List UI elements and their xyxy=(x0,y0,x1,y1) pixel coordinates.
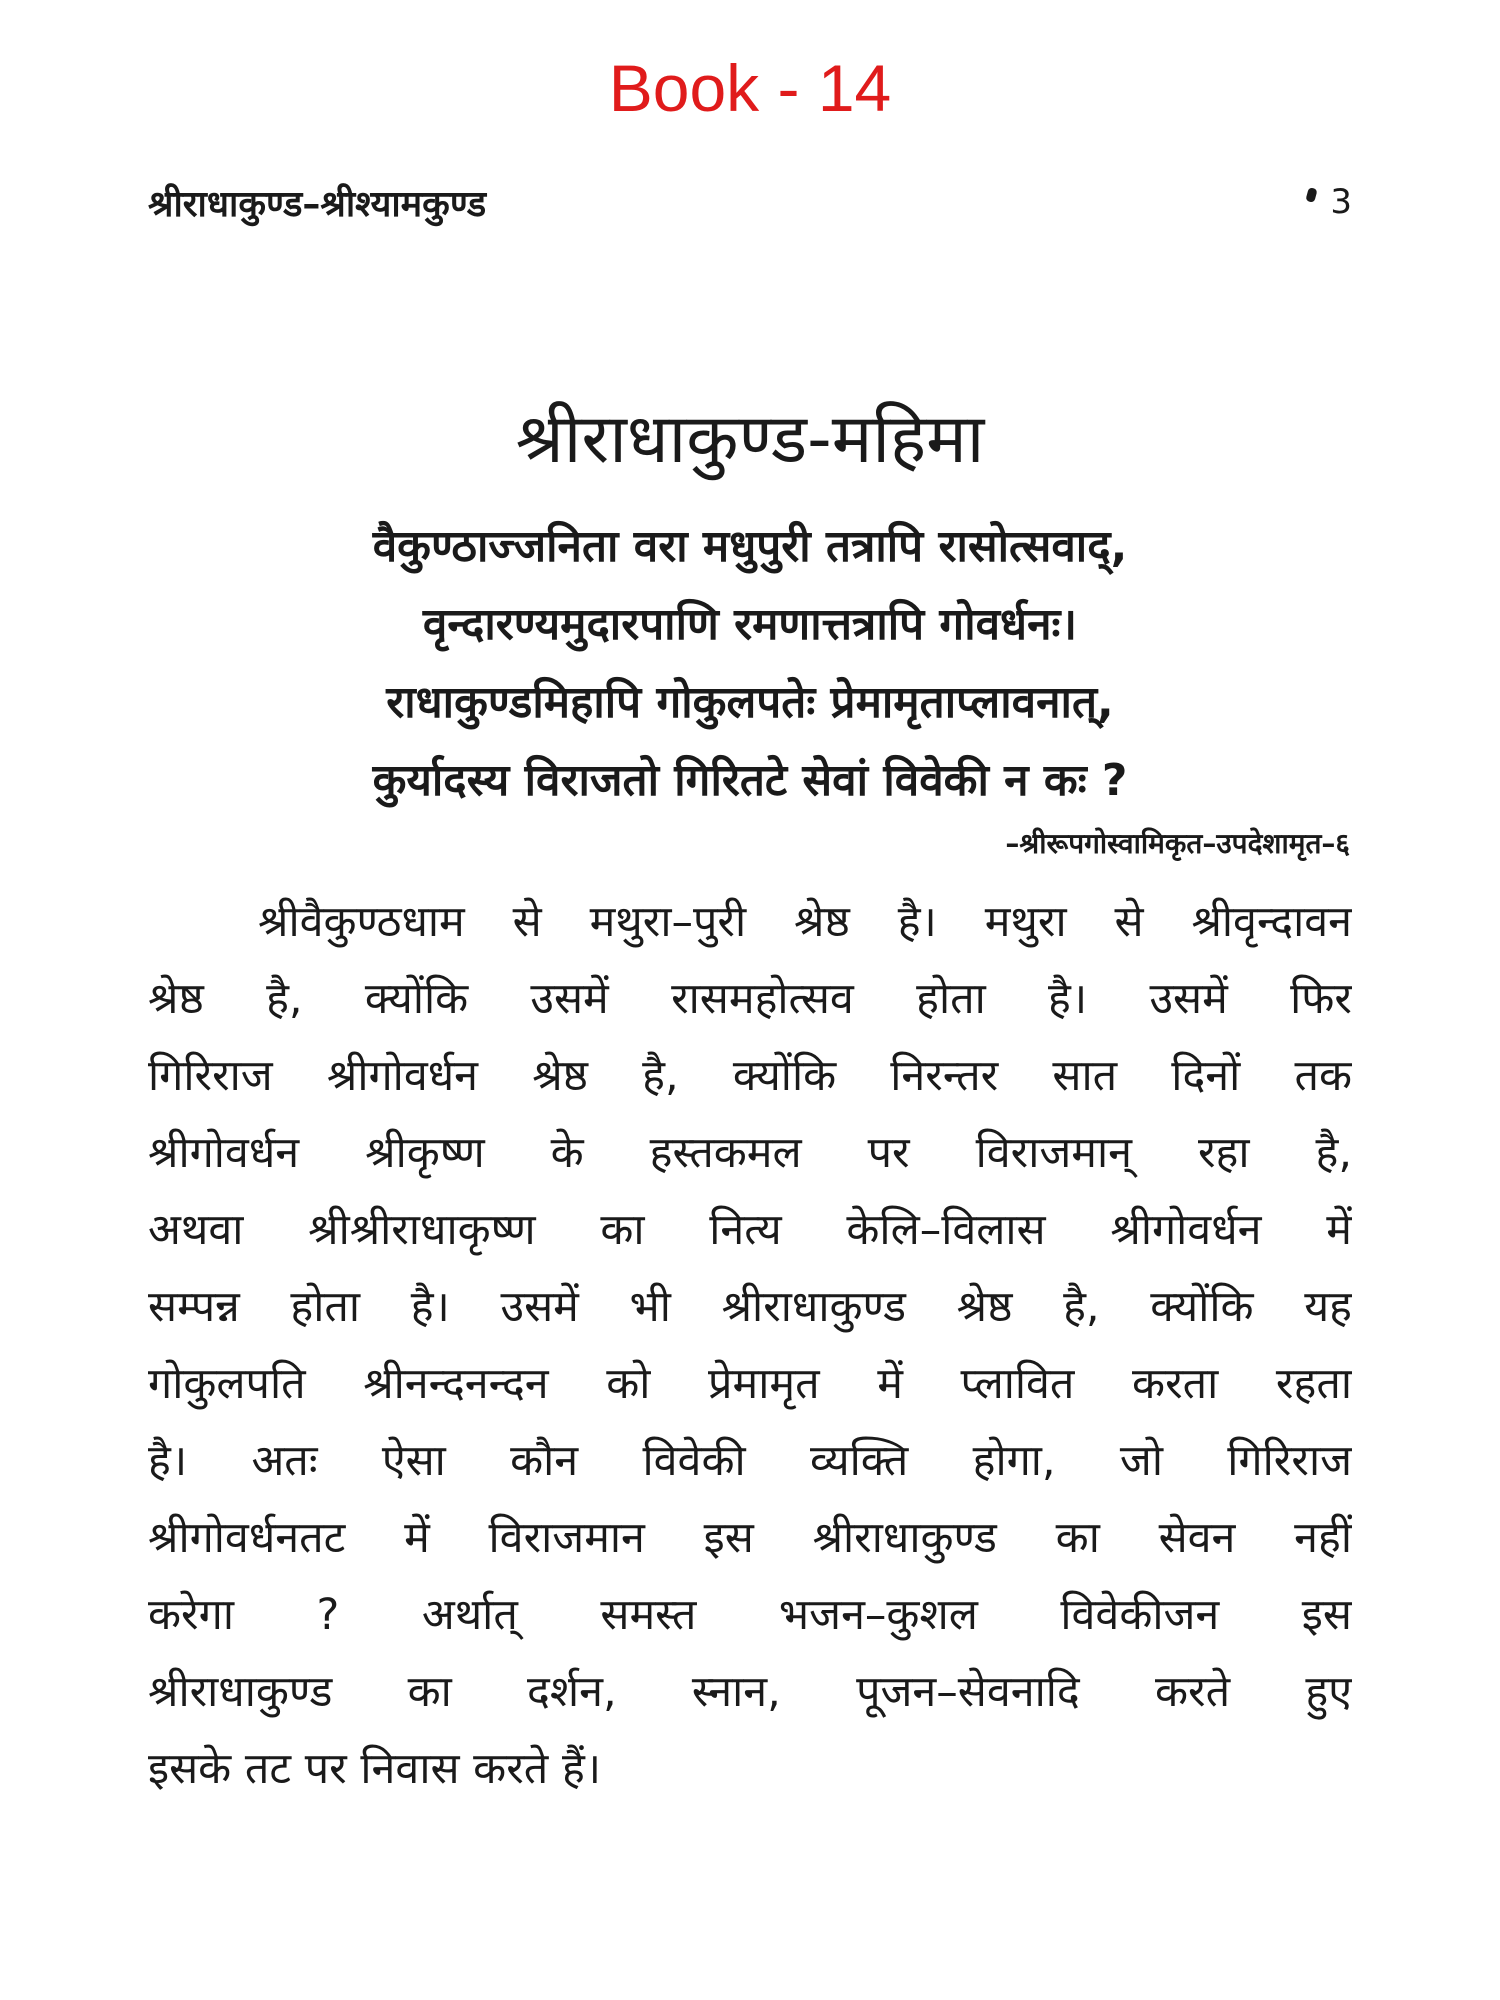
body-line: गिरिराज श्रीगोवर्धन श्रेष्ठ है, क्योंकि निरन्तर सात दिनों तक xyxy=(148,1051,1352,1101)
body-line: श्रेष्ठ है, क्योंकि उसमें रासमहोत्सव होता है। उसमें फिर xyxy=(148,974,1352,1024)
verse-block xyxy=(0,508,1500,820)
verse-line: वैकुण्ठाज्जनिता वरा मधुपुरी तत्रापि रासोत्सवाद्, xyxy=(372,521,1128,572)
chapter-title: श्रीराधाकुण्ड-महिमा xyxy=(515,400,985,479)
body-line: अथवा श्रीश्रीराधाकृष्ण का नित्य केलि–विलास श्रीगोवर्धन में xyxy=(148,1205,1352,1255)
body-line: इसके तट पर निवास करते हैं। xyxy=(148,1744,602,1794)
body-line: है। अतः ऐसा कौन विवेकी व्यक्ति होगा, जो गिरिराज xyxy=(148,1436,1352,1486)
page-number-group xyxy=(1307,182,1352,222)
page-number: 3 xyxy=(1330,182,1352,222)
bullet-icon xyxy=(1306,187,1318,203)
body-line: श्रीराधाकुण्ड का दर्शन, स्नान, पूजन–सेवनादि करते हुए xyxy=(148,1667,1352,1717)
body-line: श्रीगोवर्धन श्रीकृष्ण के हस्तकमल पर विराजमान् रहा है, xyxy=(148,1128,1352,1178)
verse-line: राधाकुण्डमिहापि गोकुलपतेः प्रेमामृताप्लावनात्, xyxy=(386,677,1114,728)
body-line: गोकुलपति श्रीनन्दनन्दन को प्रेमामृत में प्लावित करता रहता xyxy=(148,1359,1352,1409)
body-paragraph xyxy=(148,884,1352,1808)
running-header xyxy=(148,172,1352,232)
body-line: करेगा ? अर्थात् समस्त भजन–कुशल विवेकीजन इस xyxy=(148,1590,1352,1640)
verse-line: कुर्यादस्य विराजतो गिरितटे सेवां विवेकी न कः ? xyxy=(372,755,1128,806)
verse-source: –श्रीरूपगोस्वामिकृत–उपदेशामृत–६ xyxy=(1005,827,1350,860)
book-label: Book - 14 xyxy=(608,51,892,125)
body-line: श्रीवैकुण्ठधाम से मथुरा–पुरी श्रेष्ठ है। मथुरा से श्रीवृन्दावन xyxy=(258,897,1352,947)
body-line: श्रीगोवर्धनतट में विराजमान इस श्रीराधाकुण्ड का सेवन नहीं xyxy=(148,1513,1352,1563)
body-line: सम्पन्न होता है। उसमें भी श्रीराधाकुण्ड श्रेष्ठ है, क्योंकि यह xyxy=(148,1282,1352,1332)
verse-line: वृन्दारण्यमुदारपाणि रमणात्तत्रापि गोवर्धनः। xyxy=(422,599,1078,650)
running-title: श्रीराधाकुण्ड–श्रीश्यामकुण्ड xyxy=(148,183,487,225)
